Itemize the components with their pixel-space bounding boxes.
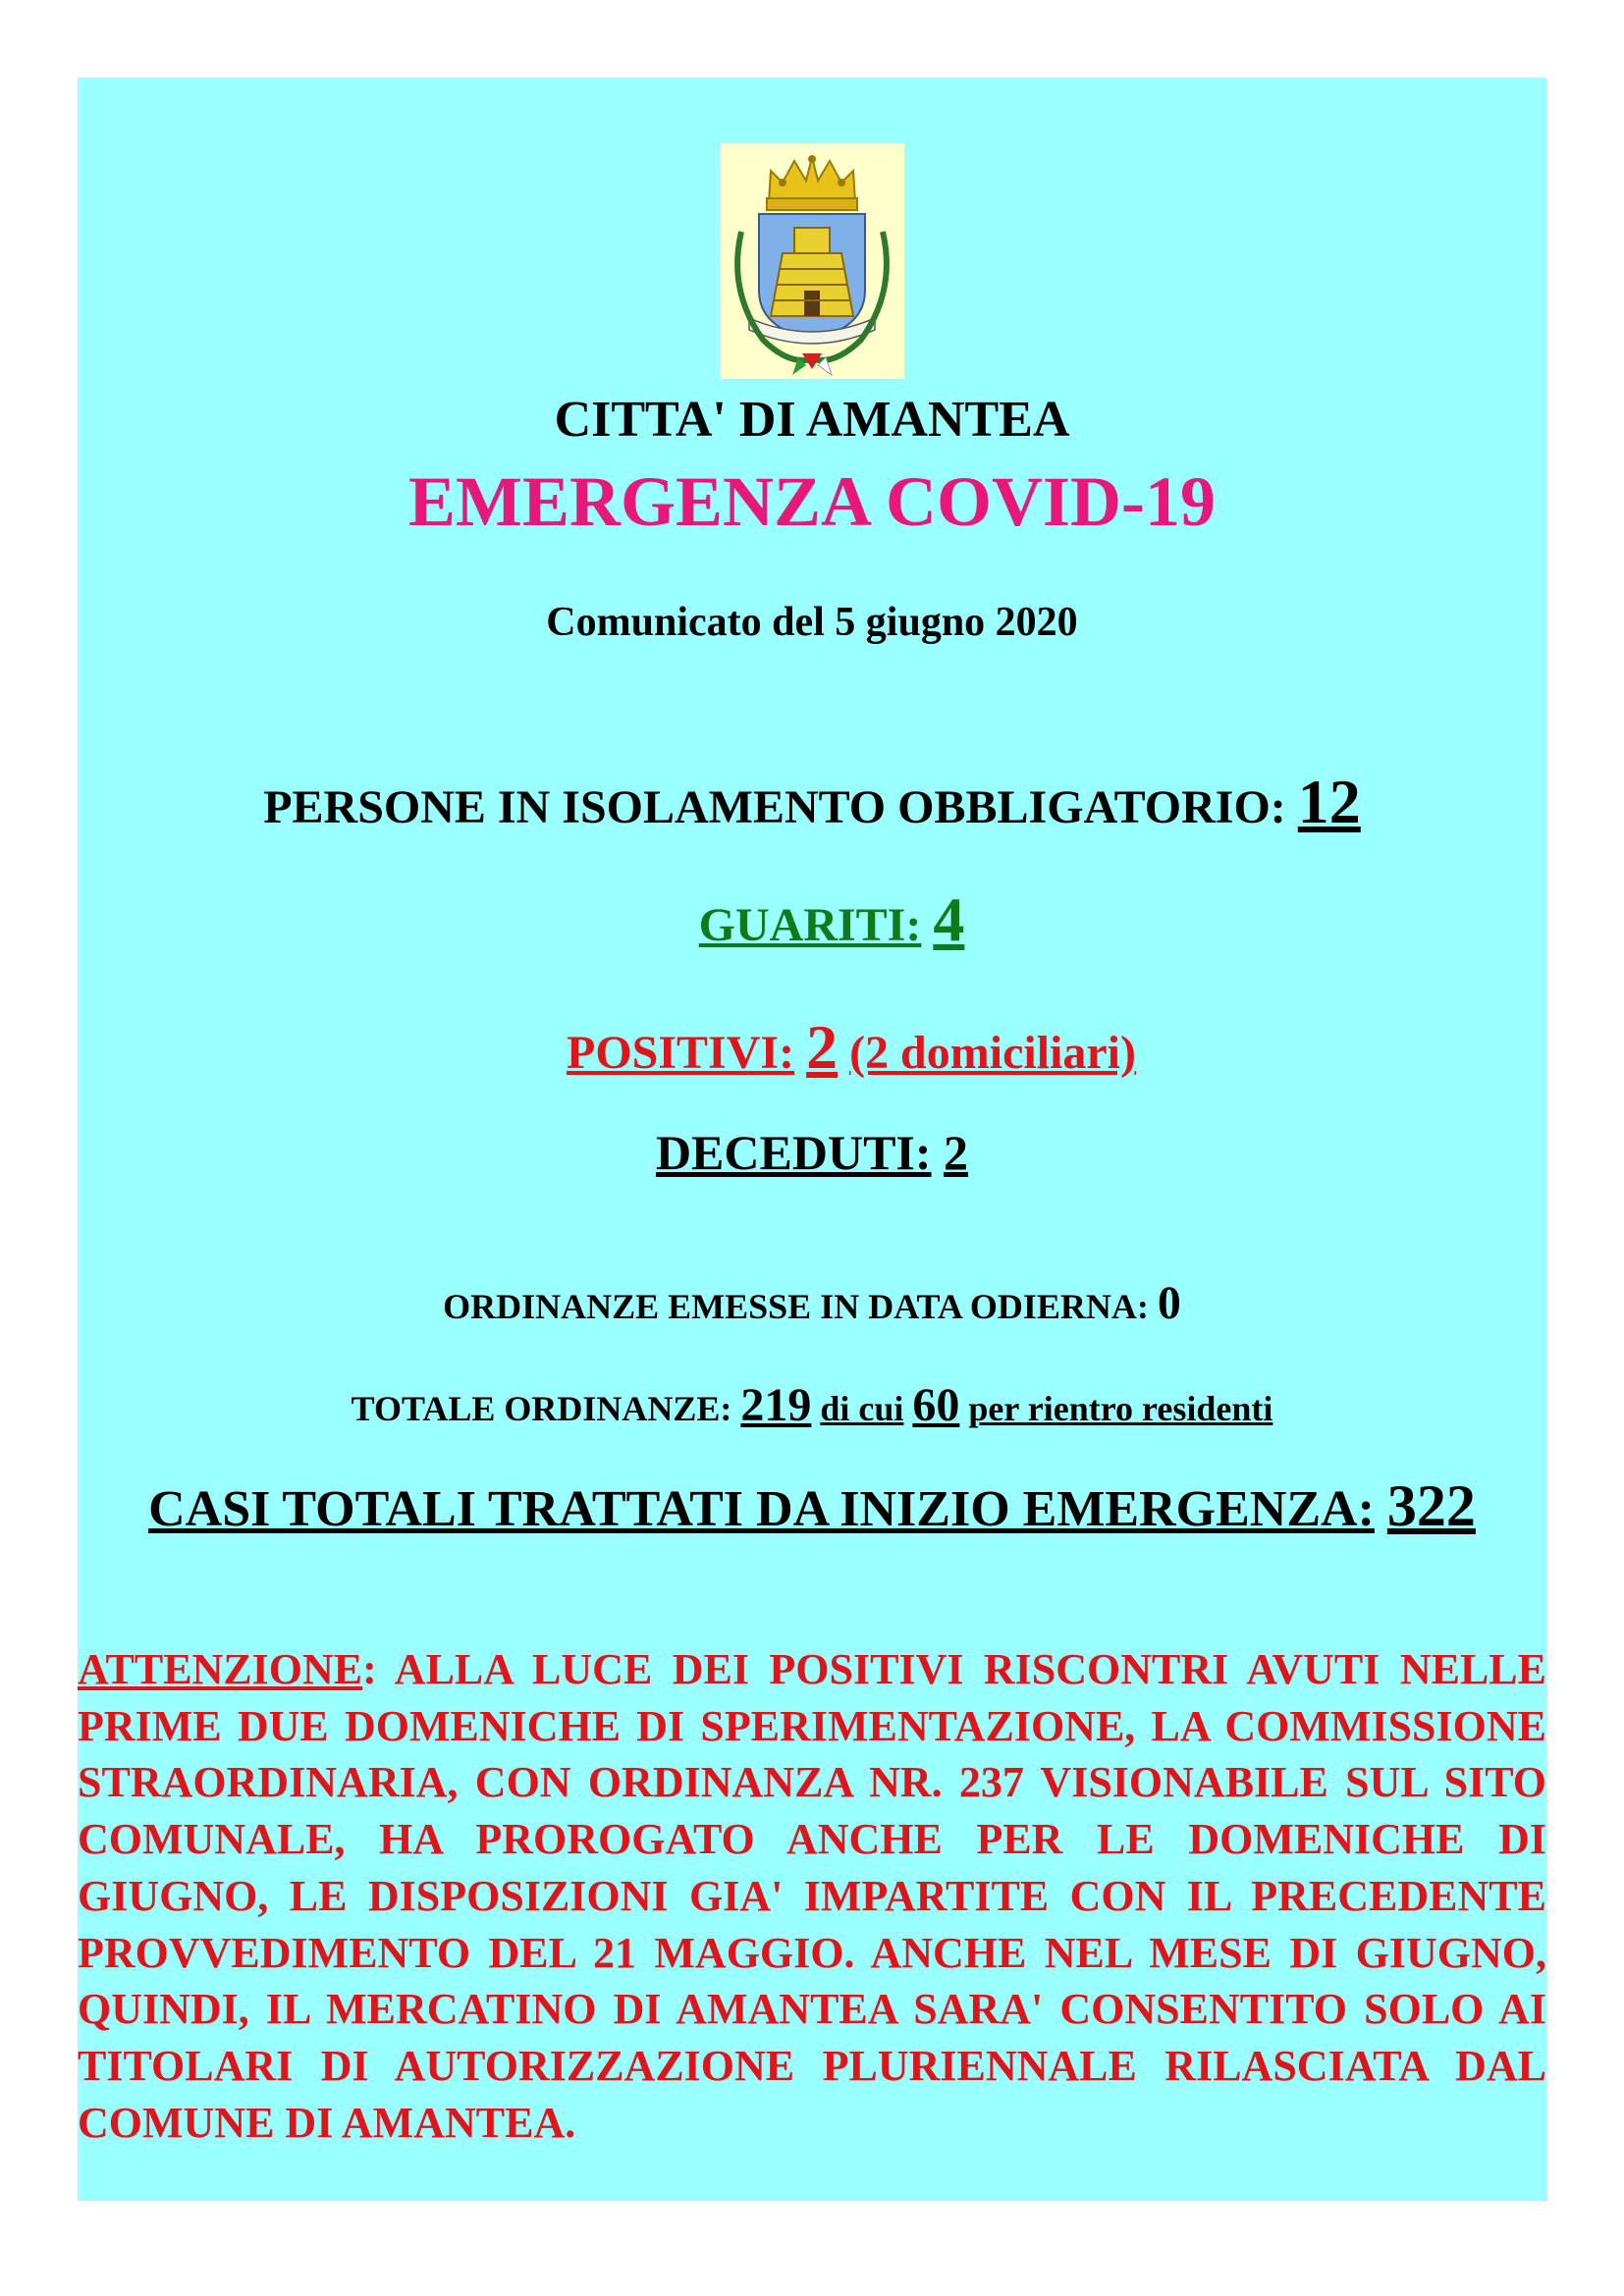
crest-icon [720,143,904,379]
city-name: CITTA' DI AMANTEA [554,392,1070,448]
positive-stat [78,1011,1546,1084]
deceased-value: 2 [944,1125,969,1180]
orders-return-value: 60 [912,1379,960,1431]
attention-text: : ALLA LUCE DEI POSITIVI RISCONTRI AVUTI NELLE PRIME DUE DOMENICHE DI SPERIMENTAZIONE, LA COMMISSIONE STRAORDINARIA, CON ORDINANZA NR. 237 VISIONABILE SUL SITO COMUNALE, HA PROROGATO ANCHE PER LE DOMENICHE DI GIUGNO, LE DISPOSIZIONI GIA' IMPARTITE CON IL PRECEDENTE PROVVEDIMENTO DEL 21 MAGGIO. ANCHE NEL MESE DI GIUGNO, QUINDI, IL MERCATINO DI AMANTEA SARA' CONSENTITO SOLO AI TITOLARI DI AUTORIZZAZIONE PLURIENNALE RILASCIATA DAL COMUNE DI AMANTEA. [78,1645,1546,2147]
recovered-value: 4 [933,884,965,954]
orders-return-text: per rientro residenti [968,1389,1273,1428]
total-cases-value: 322 [1386,1473,1476,1538]
attention-notice [78,1641,1546,2151]
orders-total-value: 219 [740,1379,812,1431]
positive-value: 2 [806,1012,839,1082]
positive-label: POSITIVI: [567,1027,795,1079]
communique-date: Comunicato del 5 giugno 2020 [546,600,1078,645]
total-cases-label: CASI TOTALI TRATTATI DA INIZIO EMERGENZA: [148,1481,1375,1537]
recovered-label: GUARITI: [698,899,922,951]
orders-total-stat [78,1378,1546,1432]
deceased-stat [78,1124,1546,1181]
positive-note: (2 domiciliari) [849,1027,1136,1079]
orders-total-mid: di cui [820,1389,904,1428]
total-cases-stat [78,1472,1546,1540]
city-crest-emblem [720,143,904,379]
orders-today-label: ORDINANZE EMESSE IN DATA ODIERNA: [443,1287,1149,1326]
deceased-label: DECEDUTI: [655,1125,932,1180]
isolation-value: 12 [1297,767,1361,836]
recovered-stat [78,883,1546,956]
page-title: EMERGENZA COVID-19 [407,462,1217,541]
isolation-stat [78,766,1546,838]
isolation-label: PERSONE IN ISOLAMENTO OBBLIGATORIO: [263,781,1286,833]
orders-total-label: TOTALE ORDINANZE: [351,1389,732,1428]
orders-today-stat [78,1276,1546,1330]
attention-lead: ATTENZIONE [78,1645,363,1693]
orders-today-value: 0 [1157,1277,1181,1329]
